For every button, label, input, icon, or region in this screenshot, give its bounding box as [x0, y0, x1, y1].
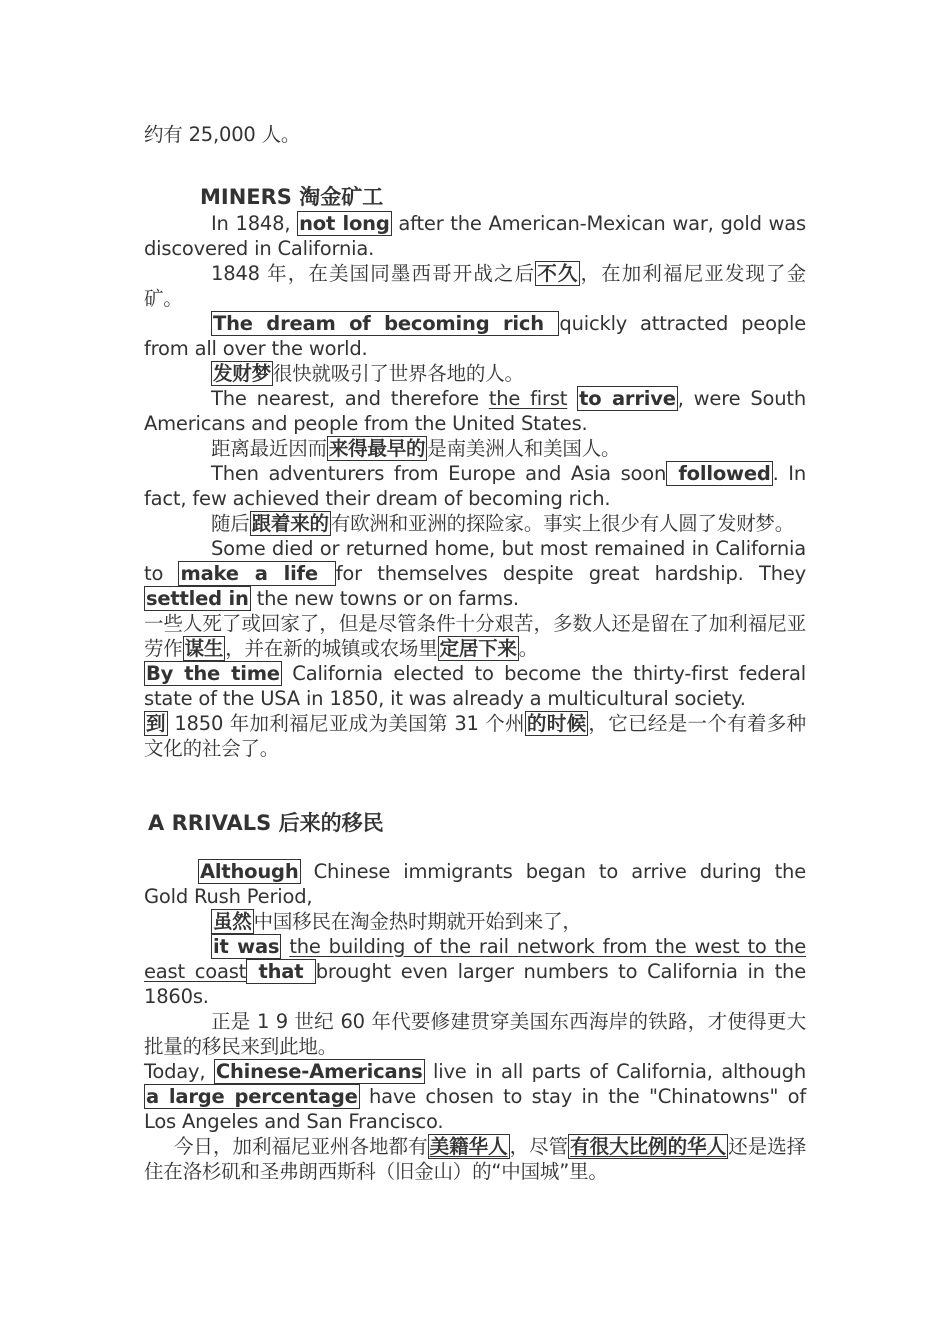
boxed-phrase: to arrive — [579, 387, 676, 410]
intro-tail: 约有 25,000 人。 — [144, 123, 301, 146]
miners-para-1-en — [144, 211, 806, 261]
document-page — [144, 122, 806, 1184]
text-run: California elected to become the thirty-first federal state of the USA in 1850, it was already a multicultural society. — [144, 662, 806, 710]
miners-para-2-zh — [144, 361, 806, 386]
boxed-phrase: that — [248, 960, 314, 983]
text-run: 。 — [518, 637, 539, 660]
miners-para-2-en — [144, 311, 806, 361]
miners-para-5-zh — [144, 611, 806, 661]
text-run: 今日，加利福尼亚州各地都有 — [174, 1135, 428, 1158]
text-run: 是南美洲人和美国人。 — [427, 437, 621, 460]
underlined-phrase: the building of the rail network from the west to the east coast — [144, 935, 806, 983]
boxed-phrase: settled in — [146, 587, 249, 610]
miners-para-5-en — [144, 536, 806, 611]
arrivals-heading: A RRIVALS 后来的移民 — [148, 811, 384, 835]
arrivals-para-2-zh — [144, 1009, 806, 1059]
text-run: ，它已经是一个有着多种文化的社会了。 — [144, 712, 806, 760]
boxed-phrase: 有很大比例的华人 — [570, 1135, 727, 1158]
miners-para-3-en — [144, 386, 806, 436]
miners-para-6-en — [144, 661, 806, 711]
text-run: In 1848, — [211, 212, 298, 235]
boxed-phrase: 的时候 — [526, 712, 587, 735]
boxed-phrase: a large percentage — [146, 1085, 358, 1108]
boxed-phrase: By the time — [146, 662, 280, 685]
text-run: ，在加利福尼亚发现了金矿。 — [144, 262, 806, 310]
boxed-phrase: 到 — [146, 712, 166, 735]
arrivals-para-1-zh — [144, 909, 806, 934]
arrivals-para-3-en — [144, 1059, 806, 1134]
miners-heading: MINERS 淘金矿工 — [200, 185, 384, 209]
underlined-phrase: the first — [488, 387, 568, 410]
arrivals-para-1-en — [144, 859, 806, 909]
text-run: 1848 年，在美国同墨西哥开战之后 — [211, 262, 536, 285]
boxed-phrase: 美籍华人 — [429, 1135, 508, 1158]
text-run: Then adventurers from Europe and Asia soon — [211, 462, 667, 485]
text-run: have chosen to stay in the "Chinatowns" of Los Angeles and San Francisco. — [144, 1085, 806, 1133]
miners-para-1-zh — [144, 261, 806, 311]
boxed-phrase: it was — [213, 935, 280, 958]
text-run: 有欧洲和亚洲的探险家。事实上很少有人圆了发财梦。 — [330, 512, 795, 535]
boxed-phrase: followed — [668, 462, 771, 485]
text-run: 很快就吸引了世界各地的人。 — [272, 362, 524, 385]
boxed-phrase: The dream of becoming rich — [213, 312, 558, 335]
boxed-phrase: make a life — [180, 562, 334, 585]
text-run: , were South Americans and people from the United States. — [144, 387, 806, 435]
text-run: 中国移民在淘金热时期就开始到来了， — [253, 910, 582, 933]
text-run: 还是选择住在洛杉矶和圣弗朗西斯科（旧金山）的“中国城”里。 — [144, 1135, 807, 1183]
boxed-phrase: 虽然 — [213, 910, 252, 933]
arrivals-para-3-zh — [144, 1134, 806, 1184]
text-run: brought even larger numbers to California in the 1860s. — [144, 960, 807, 1008]
boxed-phrase: 定居下来 — [439, 637, 517, 660]
text-run: the new towns or on farms. — [250, 587, 519, 610]
boxed-phrase: Although — [200, 860, 299, 883]
miners-para-4-zh — [144, 511, 806, 536]
text-run: Some died or returned home, but most remained in California to — [144, 537, 806, 585]
text-run: 1850 年加利福尼亚成为美国第 31 个州 — [167, 712, 525, 735]
arrivals-para-2-en — [144, 934, 806, 1009]
text-run: 随后 — [211, 512, 250, 535]
text-run: ，尽管 — [509, 1135, 569, 1158]
text-run: for themselves despite great hardship. They — [335, 562, 806, 585]
boxed-phrase: 谋生 — [184, 637, 224, 660]
miners-para-4-en — [144, 461, 806, 511]
boxed-phrase: not long — [299, 212, 390, 235]
text-run: 一些人死了或回家了，但是尽管条件十分艰苦，多数人还是留在了加利福尼亚劳作 — [144, 612, 806, 660]
text-run: 正是 1 9 世纪 60 年代要修建贯穿美国东西海岸的铁路，才使得更大批量的移民来到此地。 — [144, 1010, 806, 1058]
text-run: . In fact, few achieved their dream of becoming rich. — [144, 462, 806, 510]
text-run — [567, 387, 577, 410]
text-run: Chinese immigrants began to arrive during the Gold Rush Period, — [144, 860, 806, 908]
boxed-phrase: Chinese-Americans — [215, 1060, 423, 1083]
text-run: after the American-Mexican war, gold was discovered in California. — [144, 212, 806, 260]
miners-para-3-zh — [144, 436, 806, 461]
boxed-phrase: 不久 — [537, 262, 579, 285]
miners-para-6-zh — [144, 711, 806, 761]
boxed-phrase: 跟着来的 — [251, 512, 329, 535]
boxed-phrase: 来得最早的 — [328, 437, 426, 460]
text-run: 距离最近因而 — [211, 437, 327, 460]
text-run: ，并在新的城镇或农场里 — [225, 637, 438, 660]
text-run: quickly attracted people from all over the world. — [144, 312, 806, 360]
boxed-phrase: 发财梦 — [213, 362, 271, 385]
text-run: live in all parts of California, although — [424, 1060, 806, 1083]
text-run: The nearest, and therefore — [211, 387, 489, 410]
text-run: Today, — [144, 1060, 214, 1083]
